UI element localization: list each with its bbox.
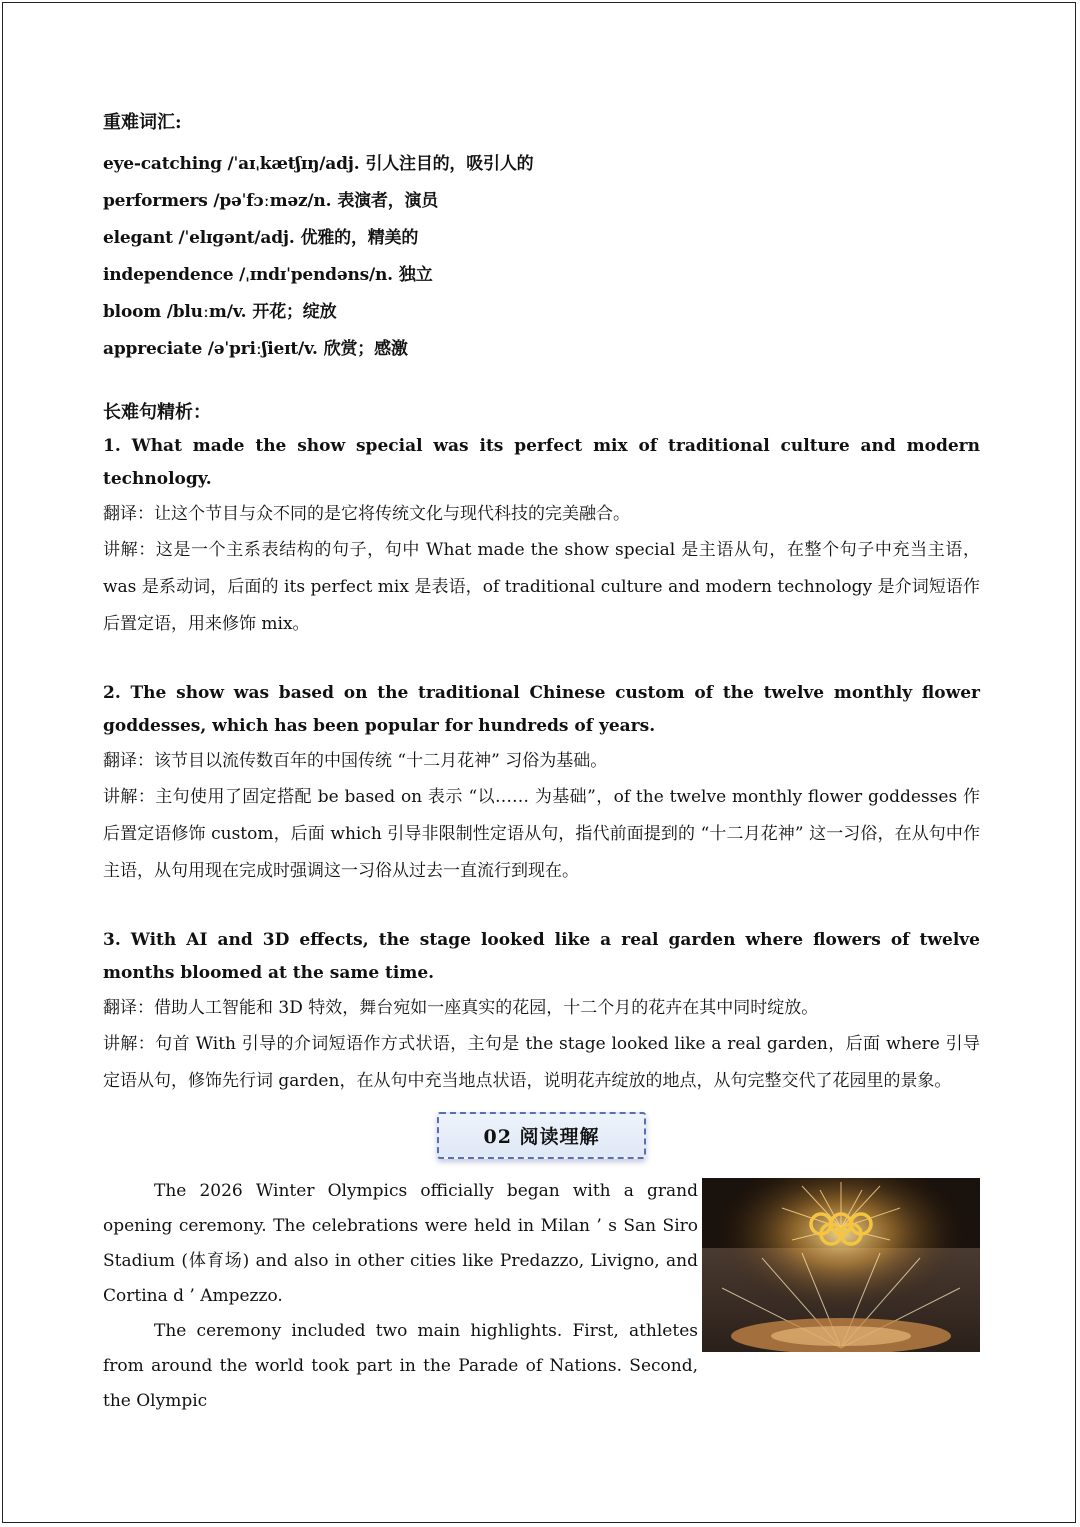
sentence-text: 3. With AI and 3D effects, the stage looked like a real garden where flowers of twelve months bloomed at the same time. <box>103 930 980 983</box>
sentence-text: 1. What made the show special was its perfect mix of traditional culture and modern technology. <box>103 436 980 489</box>
vocab-definition: 独立 <box>398 265 433 285</box>
vocab-definition: 优雅的，精美的 <box>300 228 419 248</box>
vocab-word: bloom /bluːm/v. <box>103 302 247 322</box>
vocab-word: eye-catching /ˈaɪˌkætʃɪŋ/adj. <box>103 154 360 174</box>
vocab-heading: 重难词汇: <box>103 112 182 133</box>
sentence-translation: 翻译：该节目以流传数百年的中国传统 “十二月花神” 习俗为基础。 <box>103 751 608 771</box>
sentence-analysis-3 <box>103 924 980 1100</box>
sentences-heading: 长难句精析： <box>103 402 211 423</box>
vocab-item <box>103 220 980 257</box>
olympics-ceremony-photo <box>702 1178 980 1352</box>
vocab-word: performers /pəˈfɔːməz/n. <box>103 191 332 211</box>
sentence-explanation: 讲解：这是一个主系表结构的句子，句中 What made the show special 是主语从句，在整个句子中充当主语，was 是系动词，后面的 its perfect mix 是表语，of traditional culture and modern technology 是介词短语作后置定语，用来修饰 mix。 <box>103 540 980 634</box>
vocab-item <box>103 294 980 331</box>
reading-paragraph: The 2026 Winter Olympics officially began with a grand opening ceremony. The celebrations were held in Milan ’ s San Siro Stadium (体育场) and also in other cities like Predazzo, Livigno, and Cortina d ’ Ampezzo. <box>103 1181 698 1306</box>
vocab-list <box>103 146 980 368</box>
reading-passage <box>103 1174 980 1419</box>
vocab-definition: 引人注目的，吸引人的 <box>365 154 534 174</box>
vocab-definition: 开花；绽放 <box>252 302 337 322</box>
ceremony-fireworks-image <box>702 1178 980 1352</box>
reading-title-wrap <box>103 1112 980 1160</box>
document-body <box>103 110 980 1419</box>
vocab-definition: 表演者，演员 <box>337 191 439 211</box>
vocab-word: independence /ˌɪndɪˈpendəns/n. <box>103 265 393 285</box>
sentence-explanation: 讲解：主句使用了固定搭配 be based on 表示 “以…… 为基础”，of the twelve monthly flower goddesses 作后置定语修饰 custom，后面 which 引导非限制性定语从句，指代前面提到的 “十二月花神” 这一习俗，在从句中作主语，从句用现在完成时强调这一习俗从过去一直流行到现在。 <box>103 787 980 881</box>
vocab-word: appreciate /əˈpriːʃieɪt/v. <box>103 339 318 359</box>
sentence-analysis-1 <box>103 430 980 643</box>
sentence-translation: 翻译：借助人工智能和 3D 特效，舞台宛如一座真实的花园，十二个月的花卉在其中同时绽放。 <box>103 998 819 1018</box>
vocab-item <box>103 257 980 294</box>
sentence-translation: 翻译：让这个节目与众不同的是它将传统文化与现代科技的完美融合。 <box>103 504 630 524</box>
sentence-explanation: 讲解：句首 With 引导的介词短语作方式状语，主句是 the stage looked like a real garden，后面 where 引导定语从句，修饰先行词 garden，在从句中充当地点状语，说明花卉绽放的地点，从句完整交代了花园里的景象。 <box>103 1034 980 1091</box>
sentence-analysis-2 <box>103 677 980 890</box>
vocab-definition: 欣赏；感激 <box>323 339 408 359</box>
vocab-word: elegant /ˈelɪɡənt/adj. <box>103 228 295 248</box>
reading-paragraph: The ceremony included two main highlights. First, athletes from around the world took part in the Parade of Nations. Second, the Olympic <box>103 1321 698 1411</box>
reading-section-title: 02 阅读理解 <box>437 1112 645 1159</box>
vocab-item <box>103 183 980 220</box>
vocab-item <box>103 331 980 368</box>
sentence-text: 2. The show was based on the traditional Chinese custom of the twelve monthly flower goddesses, which has been popular for hundreds of years. <box>103 683 980 736</box>
vocab-item <box>103 146 980 183</box>
